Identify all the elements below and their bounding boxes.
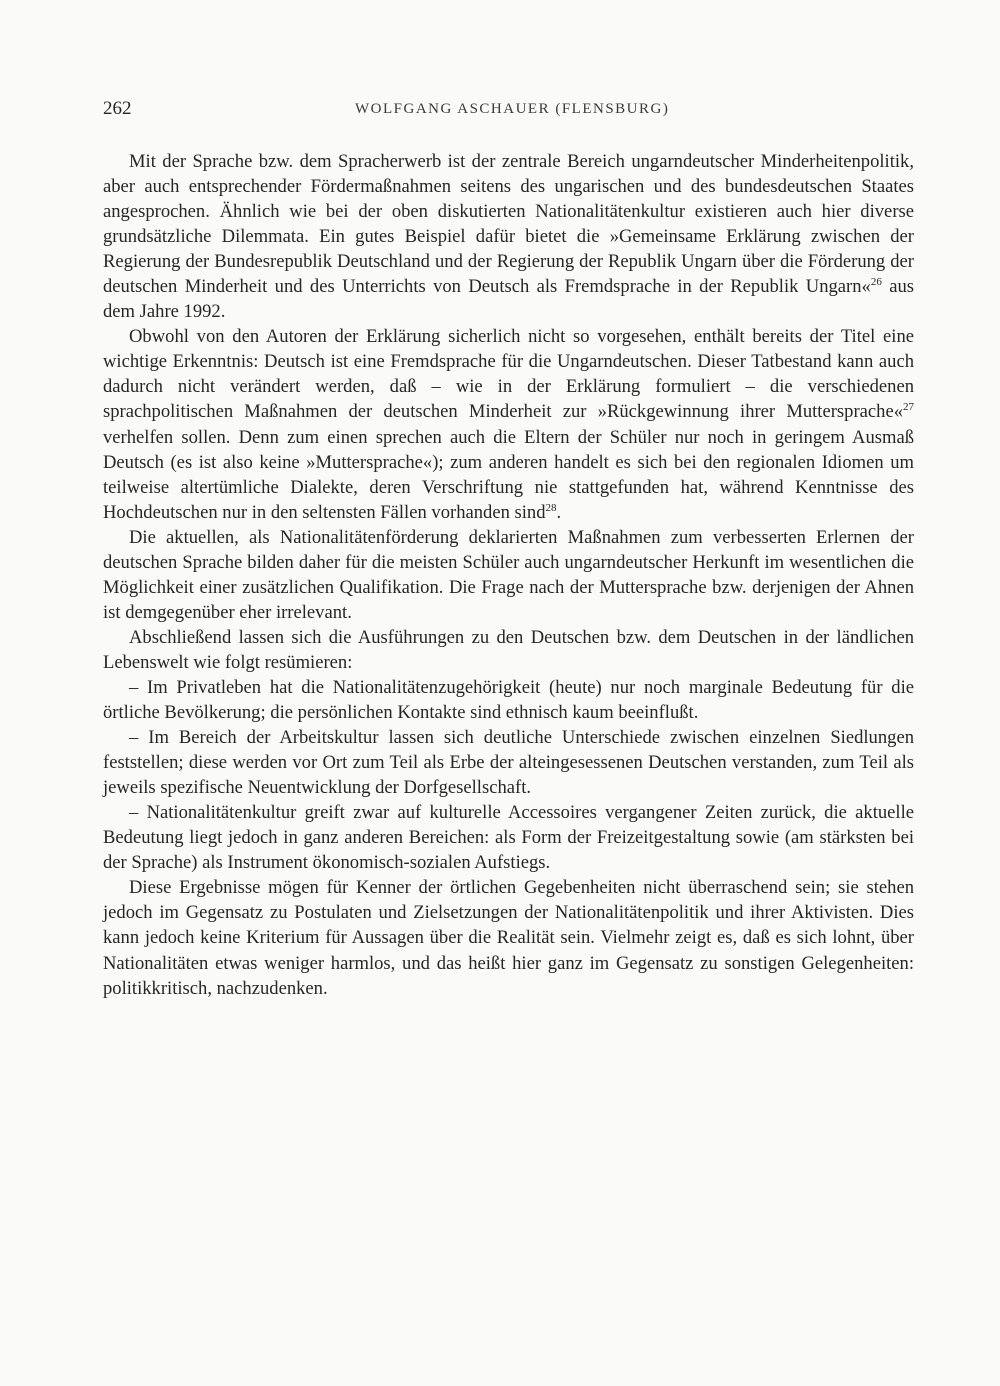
paragraph-text: Diese Ergebnisse mögen für Kenner der örtlichen Gegebenheiten nicht überraschend sein; sie stehen jedoch im Gegensatz zu Postulaten und Zielsetzungen der Nationalitätenpolitik und ihrer Aktivisten. Dies kann jedoch keine Kriterium für Aussagen über die Realität sein. Vielmehr zeigt es, daß es sich lohnt, über Nationalitäten etwas weniger harmlos, und das heißt hier ganz im Gegensatz zu sonstigen Gelegenheiten: politikkritisch, nachzudenken. bbox=[103, 877, 914, 999]
paragraph-3 bbox=[103, 525, 914, 625]
paragraph-4 bbox=[103, 625, 914, 675]
list-item-2 bbox=[103, 725, 914, 800]
page-number: 262 bbox=[103, 98, 132, 119]
paragraph-1 bbox=[103, 149, 914, 324]
footnote-marker-27: 27 bbox=[903, 401, 914, 414]
paragraph-text: . bbox=[556, 501, 562, 523]
paragraph-text: verhelfen sollen. Denn zum einen sprechen auch die Eltern der Schüler nur noch in geringem Ausmaß Deutsch (es ist also keine »Muttersprache«); zum anderen handelt es sich bei den regionalen Idiomen um teilweise altertümliche Dialekte, deren Verschriftung nie stattgefunden hat, während Kenntnisse des Hochdeutschen nur in den seltensten Fällen vorhanden sind bbox=[103, 426, 914, 523]
list-item-text: – Im Privatleben hat die Nationalitätenzugehörigkeit (heute) nur noch marginale Bedeutung für die örtliche Bevölkerung; die persönlichen Kontakte sind ethnisch kaum beeinflußt. bbox=[103, 676, 914, 724]
paragraph-text: Mit der Sprache bzw. dem Spracherwerb ist der zentrale Bereich ungarndeutscher Minderheitenpolitik, aber auch entsprechender Fördermaßnahmen seitens des ungarischen und des bundesdeutschen Staates angesprochen. Ähnlich wie bei der oben diskutierten Nationalitätenkultur existieren auch hier diverse grundsätzliche Dilemmata. Ein gutes Beispiel dafür bietet die »Gemeinsame Erklärung zwischen der Regierung der Bundesrepublik Deutschland und der Regierung der Republik Ungarn über die Förderung der deutschen Minderheit und des Unterrichts von Deutsch als Fremdsprache in der Republik Ungarn« bbox=[103, 151, 914, 298]
body-text bbox=[103, 149, 914, 1001]
footnote-marker-28: 28 bbox=[545, 501, 557, 514]
list-item-text: – Im Bereich der Arbeitskultur lassen sich deutliche Unterschiede zwischen einzelnen Siedlungen feststellen; diese werden vor Ort zum Teil als Erbe der alteingesessenen Deutschen verstanden, zum Teil als jeweils spezifische Neuentwicklung der Dorfgesellschaft. bbox=[103, 727, 914, 799]
paragraph-5 bbox=[103, 875, 914, 1000]
footnote-marker-26: 26 bbox=[870, 276, 882, 289]
list-item-1 bbox=[103, 675, 914, 725]
paragraph-text: Abschließend lassen sich die Ausführungen zu den Deutschen bzw. dem Deutschen in der ländlichen Lebenswelt wie folgt resümieren: bbox=[103, 626, 914, 673]
paragraph-text: Die aktuellen, als Nationalitätenförderung deklarierten Maßnahmen zum verbesserten Erlernen der deutschen Sprache bilden daher für die meisten Schüler auch ungarndeutscher Herkunft im wesentlichen die Möglichkeit einer zusätzlichen Qualifikation. Die Frage nach der Muttersprache bzw. derjenigen der Ahnen ist demgegenüber eher irrelevant. bbox=[103, 526, 914, 623]
page-header bbox=[103, 98, 913, 126]
paragraph-text: aus dem Jahre 1992. bbox=[103, 276, 915, 323]
list-item-text: – Nationalitätenkultur greift zwar auf kulturelle Accessoires vergangener Zeiten zurück, die aktuelle Bedeutung liegt jedoch in ganz anderen Bereichen: als Form der Freizeitgestaltung sowie (am stärksten bei der Sprache) als Instrument ökonomisch-sozialen Aufstiegs. bbox=[103, 802, 914, 874]
list-item-3 bbox=[103, 800, 914, 875]
paragraph-2 bbox=[103, 324, 914, 524]
running-head: WOLFGANG ASCHAUER (FLENSBURG) bbox=[355, 101, 670, 117]
paragraph-text: Obwohl von den Autoren der Erklärung sicherlich nicht so vorgesehen, enthält bereits der Titel eine wichtige Erkenntnis: Deutsch ist eine Fremdsprache für die Ungarndeutschen. Dieser Tatbestand kann auch dadurch nicht verändert werden, daß – wie in der Erklärung formuliert – die verschiedenen sprachpolitischen Maßnahmen der deutschen Minderheit zur »Rückgewinnung ihrer Muttersprache« bbox=[103, 326, 914, 423]
